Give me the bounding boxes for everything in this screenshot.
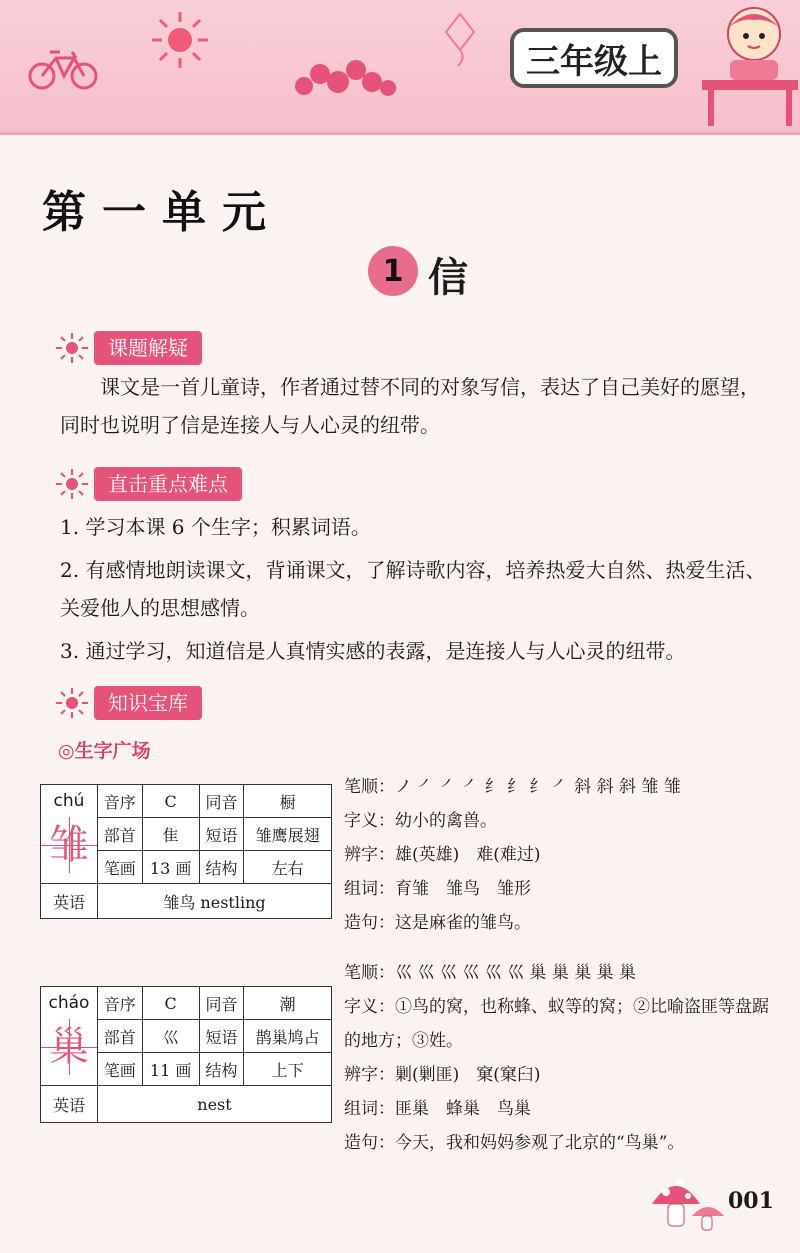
character-entry xyxy=(344,956,780,1160)
section-2-item: 3. 通过学习，知道信是人真情实感的表露，是连接人与人心灵的纽带。 xyxy=(60,639,686,663)
meaning: 字义：幼小的禽兽。 xyxy=(344,811,497,831)
label: 部首 xyxy=(98,1020,143,1053)
label: 音序 xyxy=(98,785,143,818)
label: 音序 xyxy=(98,987,143,1020)
character-card xyxy=(40,784,332,919)
kite-icon xyxy=(440,10,480,70)
page-number: 001 xyxy=(728,1188,774,1214)
label: 同音 xyxy=(199,987,244,1020)
pinyin: cháo xyxy=(48,993,90,1013)
meaning: 字义：①鸟的窝，也称蜂、蚁等的窝；②比喻盗匪等盘踞的地方；③姓。 xyxy=(344,997,769,1051)
section-1-text: 课文是一首儿童诗，作者通过替不同的对象写信，表达了自己美好的愿望，同时也说明了信是连接人与人心灵的纽带。 xyxy=(60,375,760,437)
label: 短语 xyxy=(199,1020,244,1053)
label: 部首 xyxy=(98,818,143,851)
girl-at-desk-icon xyxy=(694,0,800,130)
value: 橱 xyxy=(244,785,332,818)
section-2-item: 2. 有感情地朗读课文，背诵课文，了解诗歌内容，培养热爱大自然、热爱生活、关爱他人的思想感情。 xyxy=(60,558,766,620)
grade-badge: 三年级上 xyxy=(510,28,678,88)
value: 巛 xyxy=(142,1020,199,1053)
label: 英语 xyxy=(41,884,98,919)
label: 结构 xyxy=(199,851,244,884)
stroke-order: 笔顺：ノ ㇒ ㇒ ㇒ 纟 纟 纟 ㇒ 斜 斜 斜 雏 雏 xyxy=(344,777,681,797)
pinyin: chú xyxy=(53,791,85,811)
label: 笔画 xyxy=(98,851,143,884)
character: 巢 xyxy=(41,1019,97,1075)
compare: 辨字：剿(剿匪) 窠(窠臼) xyxy=(344,1065,541,1085)
section-header-3 xyxy=(52,686,202,720)
label: 笔画 xyxy=(98,1053,143,1086)
words: 组词：匪巢 蜂巢 鸟巢 xyxy=(344,1099,531,1119)
section-2-item: 1. 学习本课 6 个生字；积累词语。 xyxy=(60,515,371,539)
sentence: 造句：今天，我和妈妈参观了北京的“鸟巢”。 xyxy=(344,1133,685,1153)
section-header-2 xyxy=(52,467,242,501)
mushroom-icon xyxy=(646,1168,726,1238)
value: C xyxy=(142,785,199,818)
sun-icon xyxy=(52,331,92,365)
unit-title: 第一单元 xyxy=(42,187,282,238)
value: 左右 xyxy=(244,851,332,884)
label: 同音 xyxy=(199,785,244,818)
value: 鹊巢鸠占 xyxy=(244,1020,332,1053)
lesson-number: 1 xyxy=(368,246,418,296)
value: 上下 xyxy=(244,1053,332,1086)
compare: 辨字：雄(英雄) 难(难过) xyxy=(344,845,541,865)
sun-icon xyxy=(150,10,210,70)
value: 13 画 xyxy=(142,851,199,884)
label: 短语 xyxy=(199,818,244,851)
character: 雏 xyxy=(41,817,97,873)
label: 结构 xyxy=(199,1053,244,1086)
char-cell xyxy=(41,987,98,1086)
value: C xyxy=(142,987,199,1020)
sentence: 造句：这是麻雀的雏鸟。 xyxy=(344,913,531,933)
section-header-1 xyxy=(52,331,202,365)
value: 雏鸟 nestling xyxy=(98,884,332,919)
label: 英语 xyxy=(41,1086,98,1123)
subhead-new-characters: ◎生字广场 xyxy=(58,740,151,762)
char-cell xyxy=(41,785,98,884)
character-entry xyxy=(344,770,780,940)
bicycle-icon xyxy=(28,46,100,92)
page-header xyxy=(0,0,800,135)
stroke-order: 笔顺：巛 巛 巛 巛 巛 巛 巢 巢 巢 巢 巢 xyxy=(344,963,637,983)
value: 11 画 xyxy=(142,1053,199,1086)
sun-icon xyxy=(52,686,92,720)
character-card xyxy=(40,986,332,1123)
section-label: 知识宝库 xyxy=(94,686,202,720)
words: 组词：育雏 雏鸟 雏形 xyxy=(344,879,531,899)
value: nest xyxy=(98,1086,332,1123)
value: 隹 xyxy=(142,818,199,851)
value: 雏鹰展翅 xyxy=(244,818,332,851)
section-label: 课题解疑 xyxy=(94,331,202,365)
lesson-title: 信 xyxy=(428,255,468,301)
value: 潮 xyxy=(244,987,332,1020)
flowers-icon xyxy=(290,52,400,102)
sun-icon xyxy=(52,467,92,501)
section-label: 直击重点难点 xyxy=(94,467,242,501)
